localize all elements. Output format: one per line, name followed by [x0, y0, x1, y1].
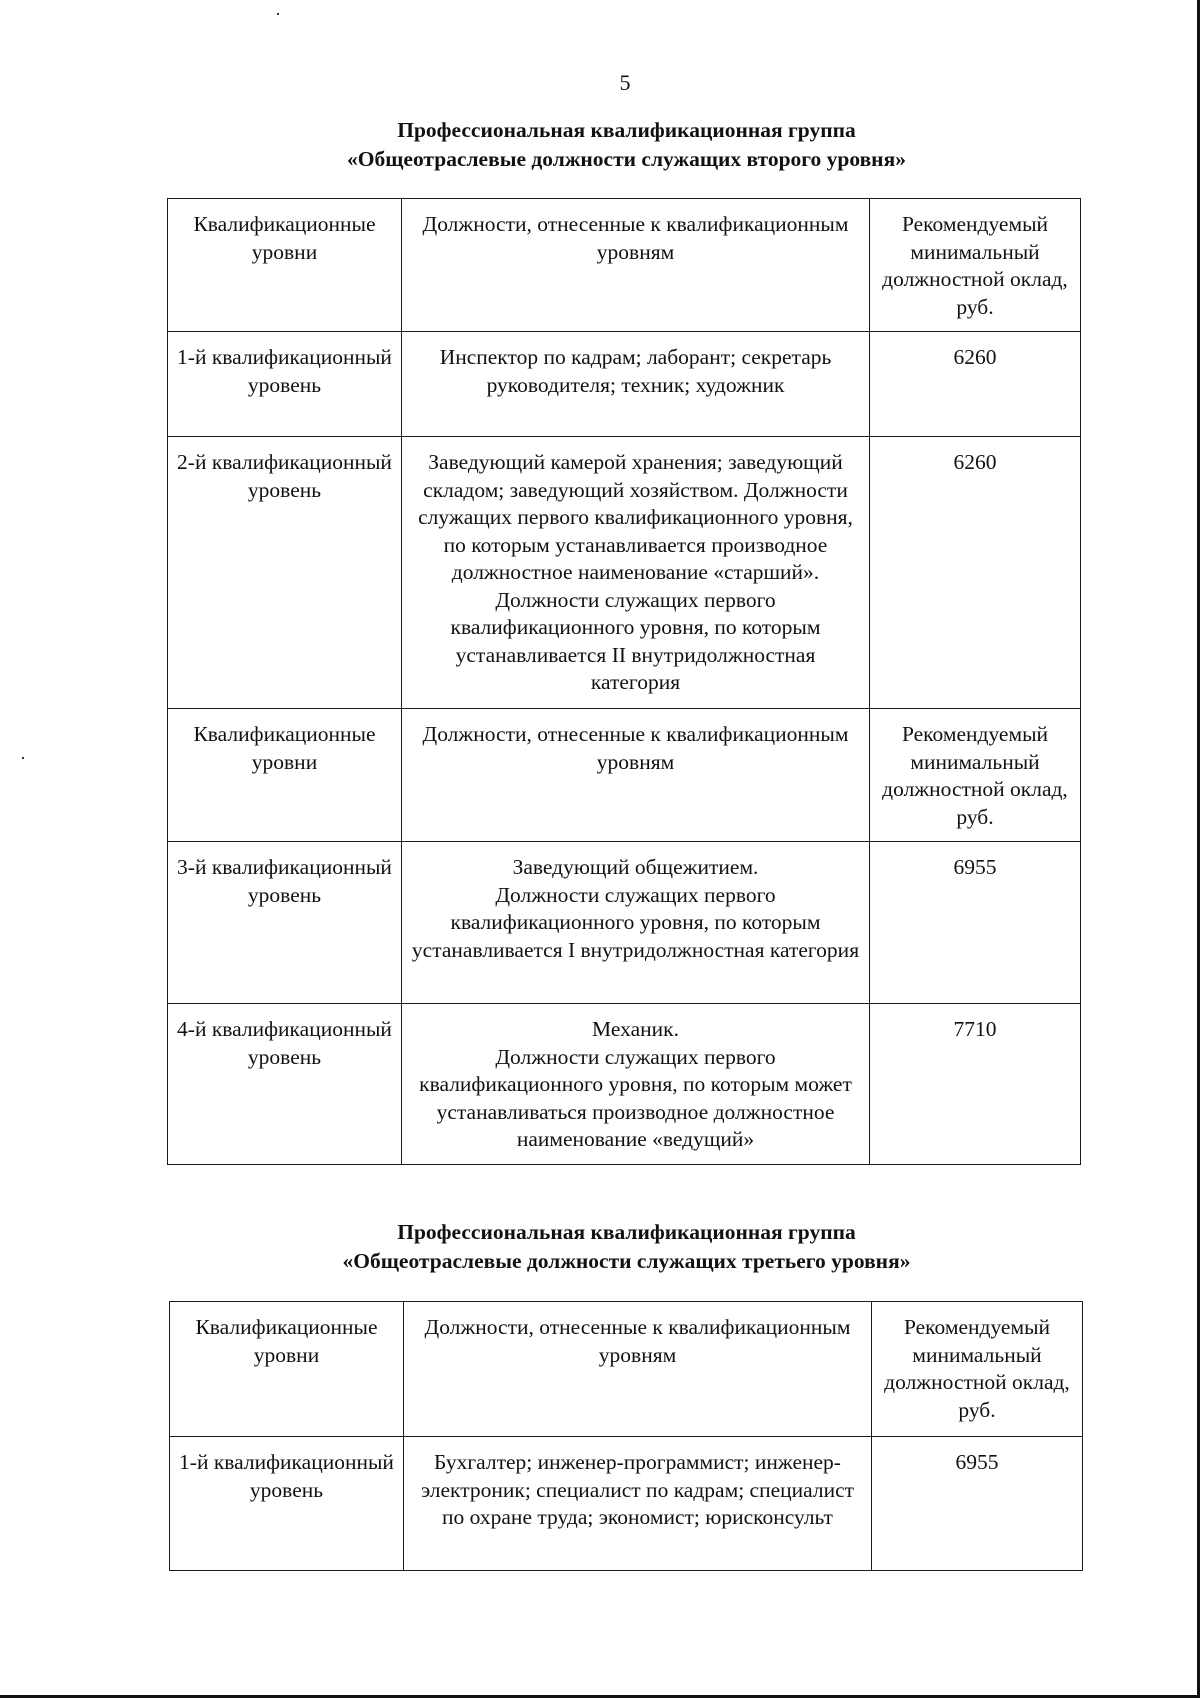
table-row: [168, 437, 1081, 709]
positions-cell: Бухгалтер; инженер-программист; инженер-электроник; специалист по кадрам; специалист по охране труда; экономист; юрисконсульт: [404, 1437, 872, 1571]
header-cell-positions: Должности, отнесенные к квалификационным уровням: [402, 199, 870, 332]
header-cell-levels: Квалификационные уровни: [168, 199, 402, 332]
header-cell-positions: Должности, отнесенные к квалификационным уровням: [402, 709, 870, 842]
level-cell: 3-й квалификационный уровень: [168, 842, 402, 1004]
positions-cell-line2: Должности служащих первого квалификационного уровня, по которым устанавливается I внутридолжностная категория: [411, 882, 860, 962]
header-cell-levels: Квалификационные уровни: [170, 1302, 404, 1437]
positions-cell: Заведующий камерой хранения; заведующий складом; заведующий хозяйством. Должности служащих первого квалификационного уровня, по которым устанавливается производное должностное наименование «старший». Должности служащих первого квалификационного уровня, по которым устанавливается II внутридолжностная категория: [402, 437, 870, 709]
section-title-line1: Профессиональная квалификационная группа: [397, 1220, 856, 1244]
header-cell-salary: Рекомендуемый минимальный должностной оклад, руб.: [870, 709, 1081, 842]
positions-cell-line2: Должности служащих первого квалификационного уровня, по которым может устанавливаться производное должностное наименование «ведущий»: [419, 1044, 852, 1151]
section-title-line2: «Общеотраслевые должности служащих третьего уровня»: [342, 1249, 911, 1273]
qualification-table: [169, 1301, 1083, 1571]
salary-cell: 6260: [870, 437, 1081, 709]
scan-speck: [22, 757, 24, 759]
header-cell-positions: Должности, отнесенные к квалификационным уровням: [404, 1302, 872, 1437]
positions-cell-line1: Механик.: [592, 1017, 679, 1041]
salary-cell: 6260: [870, 332, 1081, 437]
level-cell: 1-й квалификационный уровень: [168, 332, 402, 437]
positions-cell: Инспектор по кадрам; лаборант; секретарь руководителя; техник; художник: [402, 332, 870, 437]
header-cell-levels: Квалификационные уровни: [168, 709, 402, 842]
salary-cell: 6955: [872, 1437, 1083, 1571]
section-title-line1: Профессиональная квалификационная группа: [397, 118, 856, 142]
qualification-table: [167, 198, 1081, 1165]
table-header-row: [168, 199, 1081, 332]
salary-cell: 7710: [870, 1004, 1081, 1165]
section-title: [0, 116, 1200, 174]
table-row: [168, 842, 1081, 1004]
positions-cell-line1: Заведующий общежитием.: [512, 855, 759, 879]
table-header-row: [168, 709, 1081, 842]
table-row: [168, 1004, 1081, 1165]
table-row: [170, 1437, 1083, 1571]
header-cell-salary: Рекомендуемый минимальный должностной оклад, руб.: [870, 199, 1081, 332]
level-cell: 1-й квалификационный уровень: [170, 1437, 404, 1571]
level-cell: 4-й квалификационный уровень: [168, 1004, 402, 1165]
positions-cell: [402, 842, 870, 1004]
scan-speck: [277, 13, 279, 15]
table-row: [168, 332, 1081, 437]
section-title: [0, 1218, 1200, 1276]
salary-cell: 6955: [870, 842, 1081, 1004]
section-title-line2: «Общеотраслевые должности служащих второго уровня»: [347, 147, 906, 171]
positions-cell: [402, 1004, 870, 1165]
header-cell-salary: Рекомендуемый минимальный должностной оклад, руб.: [872, 1302, 1083, 1437]
level-cell: 2-й квалификационный уровень: [168, 437, 402, 709]
page-number: 5: [619, 70, 631, 95]
table-header-row: [170, 1302, 1083, 1437]
